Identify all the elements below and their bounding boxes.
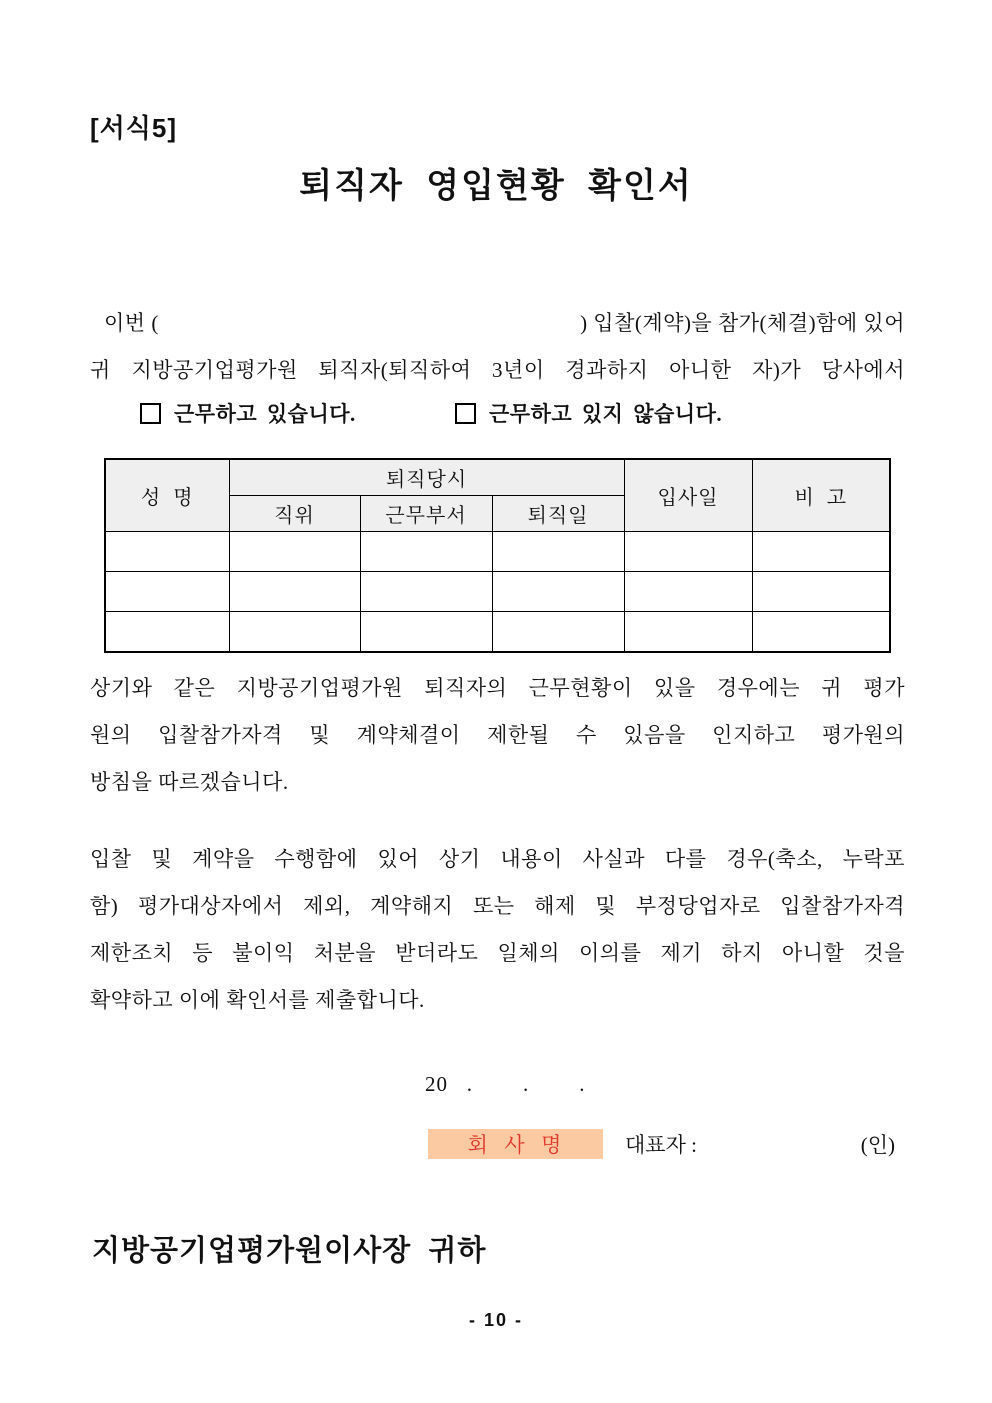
option-working[interactable] [140, 398, 356, 428]
table-cell [105, 612, 229, 653]
col-header-join-date: 입사일 [624, 459, 752, 532]
pledge2-line-2: 함) 평가대상자에서 제외, 계약해지 또는 해제 및 부정당업자로 입찰참가자격 [90, 894, 905, 918]
table-cell [492, 572, 624, 612]
col-header-department: 근무부서 [360, 496, 492, 532]
col-header-position: 직위 [229, 496, 360, 532]
pledge2-line-4: 확약하고 이에 확인서를 제출합니다. [90, 988, 425, 1012]
table-cell [105, 532, 229, 572]
table-cell [752, 612, 890, 653]
table-cell [229, 532, 360, 572]
seal-label: (인) [860, 1133, 895, 1157]
table-cell [360, 612, 492, 653]
col-header-name: 성 명 [105, 459, 229, 532]
form-number-label: [서식5] [90, 113, 178, 143]
checkbox-icon[interactable] [140, 403, 161, 424]
table-row [105, 612, 890, 653]
col-header-at-retirement: 퇴직당시 [229, 459, 624, 496]
pledge1-line-2: 원의 입찰참가자격 및 계약체결이 제한될 수 있음을 인지하고 평가원의 [90, 723, 905, 747]
option-not-working-label: 근무하고 있지 않습니다. [489, 402, 723, 426]
table-cell [492, 612, 624, 653]
checkbox-icon[interactable] [455, 403, 476, 424]
page-title: 퇴직자 영입현황 확인서 [299, 168, 693, 205]
work-status-options [90, 398, 905, 438]
col-header-retirement-date: 퇴직일 [492, 496, 624, 532]
option-not-working[interactable] [455, 398, 722, 428]
table-cell [229, 572, 360, 612]
table-cell [229, 612, 360, 653]
option-working-label: 근무하고 있습니다. [174, 402, 356, 426]
pledge1-line-1: 상기와 같은 지방공기업평가원 퇴직자의 근무현황이 있을 경우에는 귀 평가 [90, 676, 905, 700]
page-number: - 10 - [468, 1310, 523, 1330]
recipient-line: 지방공기업평가원이사장 귀하 [92, 1235, 487, 1267]
table-cell [624, 612, 752, 653]
date-line: 20 . . . [425, 1072, 586, 1096]
company-name-highlight: 회 사 명 [428, 1129, 603, 1159]
pledge-paragraph-1 [90, 665, 905, 806]
intro-line1-left: 이번 ( [104, 311, 159, 335]
pledge2-line-3: 제한조치 등 불이익 처분을 받더라도 일체의 이의를 제기 하지 아니할 것을 [90, 941, 905, 965]
table-cell [360, 572, 492, 612]
table-cell [360, 532, 492, 572]
retiree-status-table [104, 458, 891, 653]
col-header-note: 비 고 [752, 459, 890, 532]
table-row [105, 572, 890, 612]
intro-line-1 [90, 300, 905, 347]
pledge2-line-1: 입찰 및 계약을 수행함에 있어 상기 내용이 사실과 다를 경우(축소, 누락포 [90, 847, 905, 871]
intro-line1-right: ) 입찰(계약)을 참가(체결)함에 있어 [580, 311, 905, 335]
table-cell [624, 572, 752, 612]
intro-paragraph [90, 300, 905, 394]
table-cell [492, 532, 624, 572]
pledge-paragraph-2 [90, 836, 905, 1024]
table-cell [105, 572, 229, 612]
table-row [105, 532, 890, 572]
signature-row [90, 1128, 905, 1160]
table-header-row-1 [105, 459, 890, 496]
intro-line-2: 귀 지방공기업평가원 퇴직자(퇴직하여 3년이 경과하지 아니한 자)가 당사에서 [90, 358, 905, 382]
table-cell [624, 532, 752, 572]
table-cell [752, 572, 890, 612]
representative-label: 대표자 : [625, 1133, 697, 1157]
table-cell [752, 532, 890, 572]
pledge1-line-3: 방침을 따르겠습니다. [90, 770, 289, 794]
